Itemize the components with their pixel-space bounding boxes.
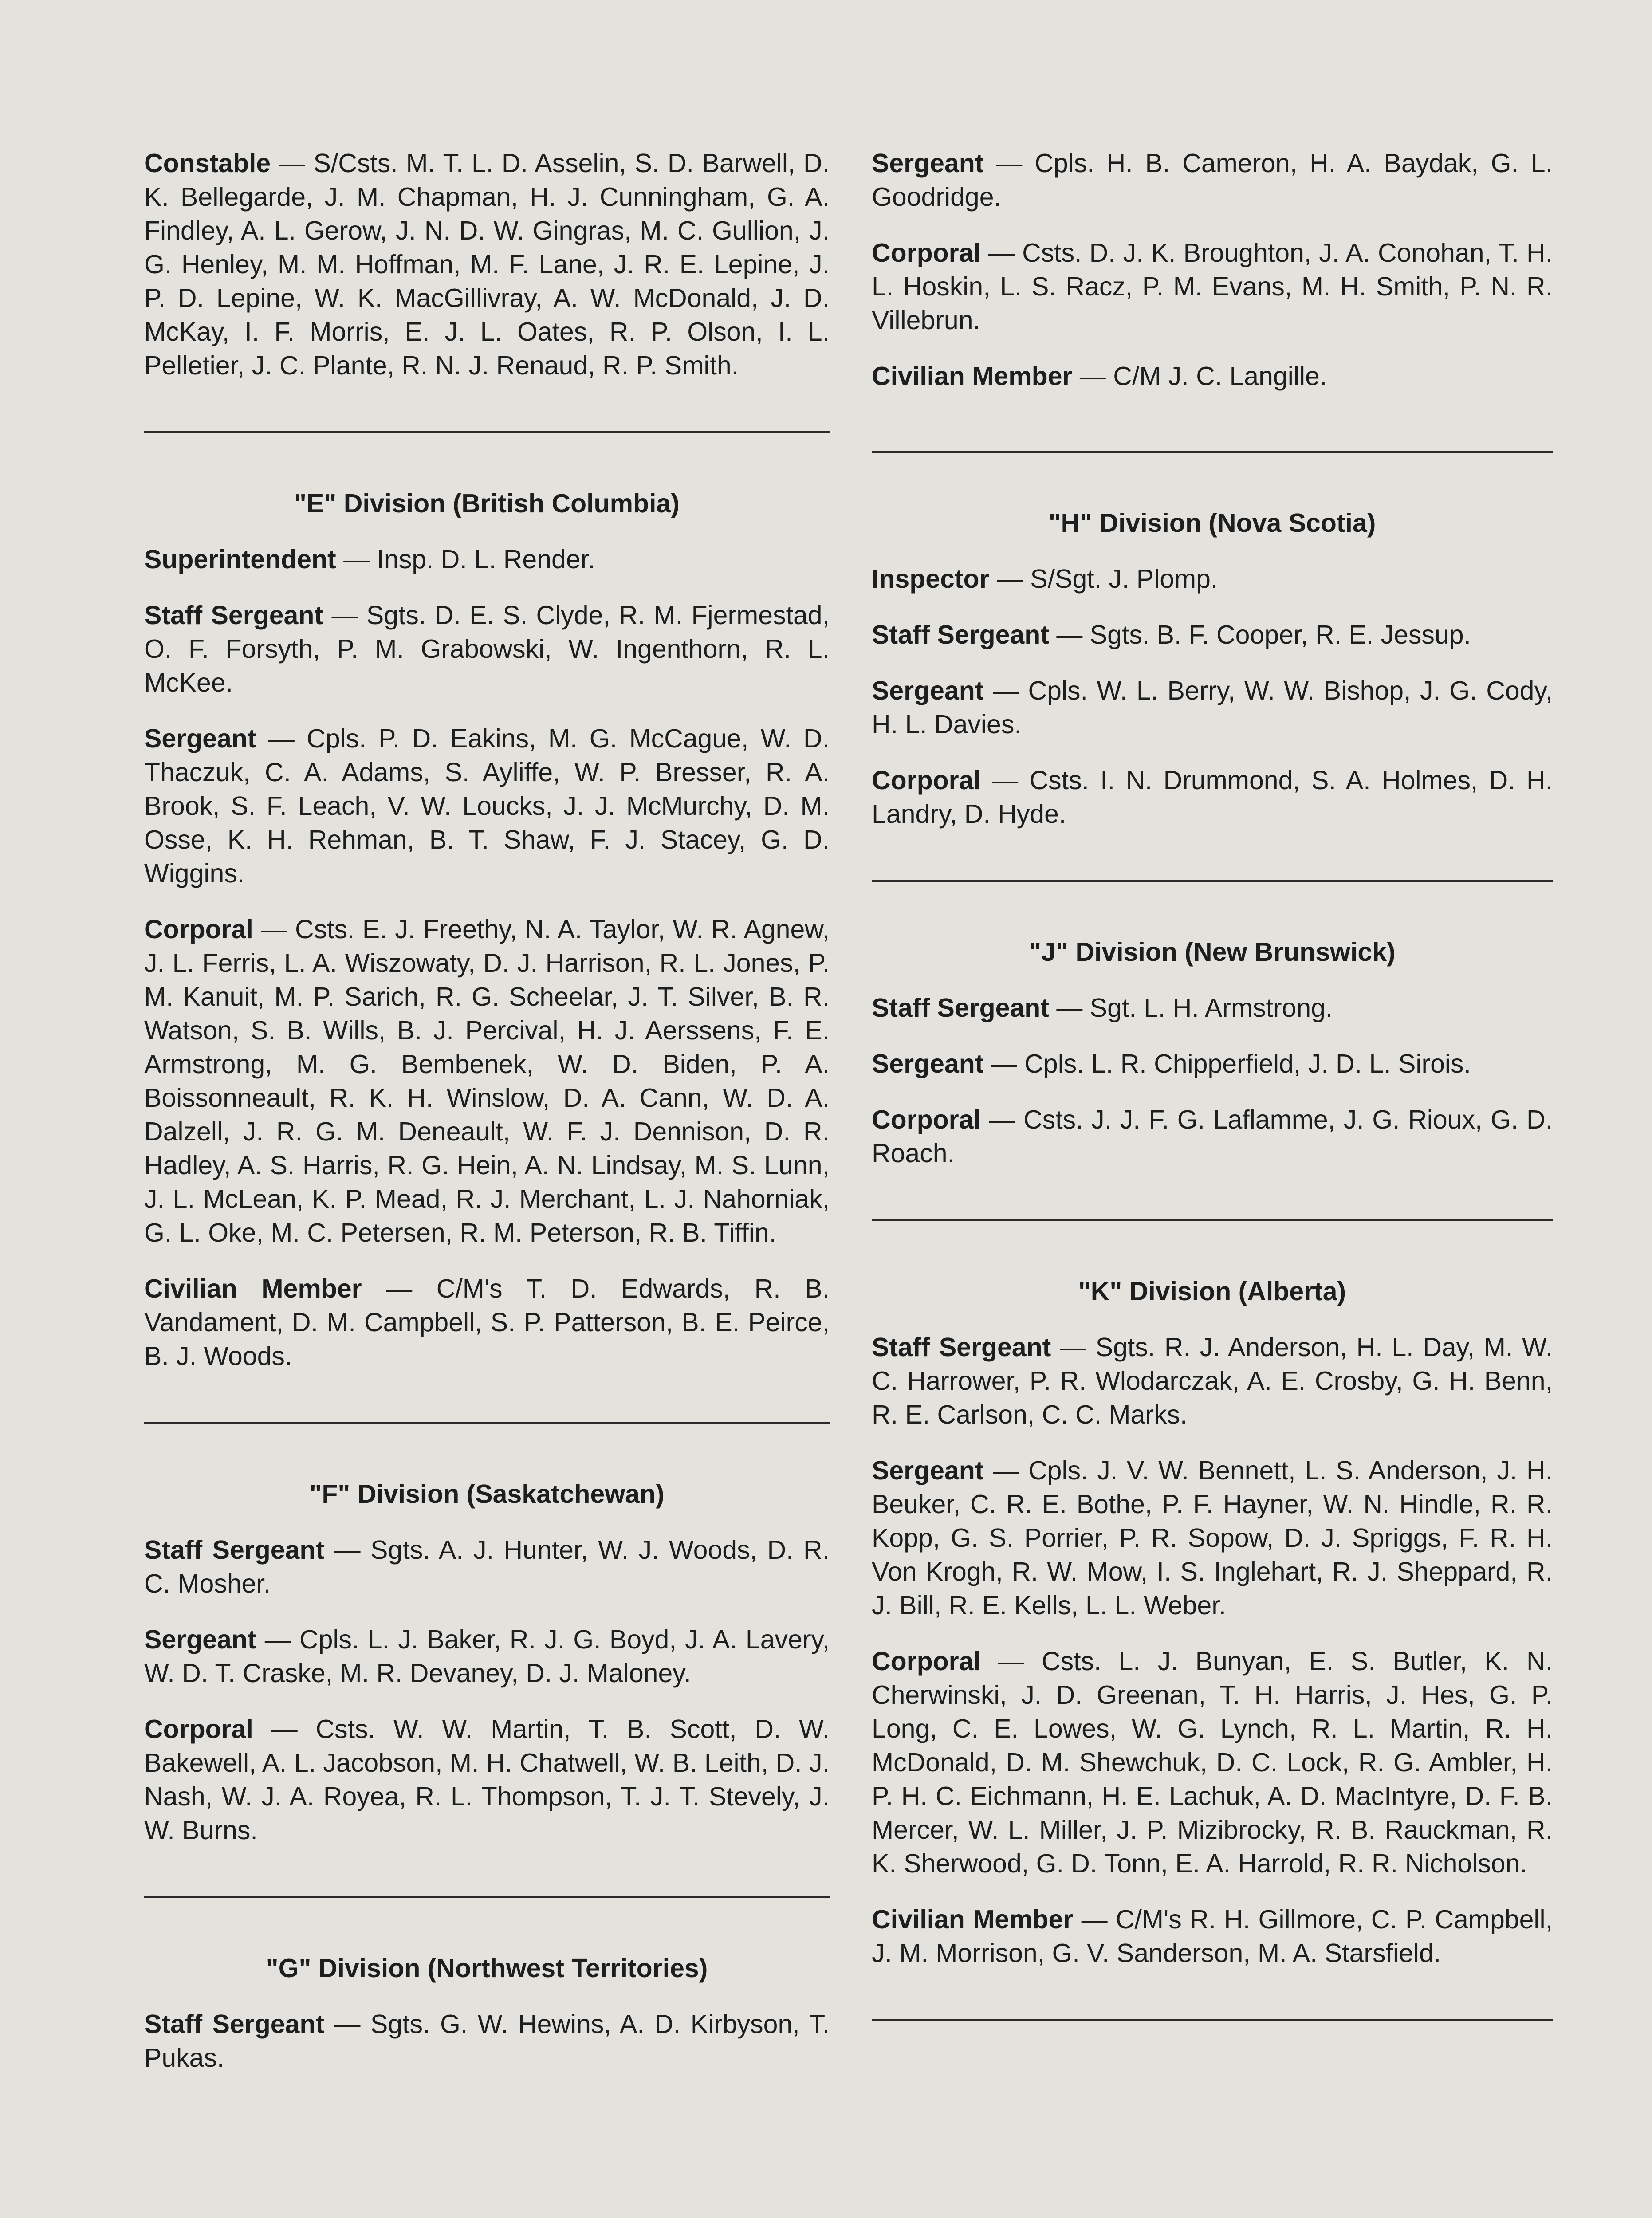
names-list: C/M's T. D. Edwards, R. B. Vandament, D. M. Campbell, S. P. Patterson, B. E. Peirce, B. J. Woods. [144,1274,830,1371]
entry-f-staff-sergeant [144,1533,830,1601]
right-column [872,146,1553,2074]
entry-k-staff-sergeant [872,1330,1553,1431]
dash-separator: — [362,1274,437,1303]
section-divider [144,1896,830,1898]
names-list: Csts. D. J. K. Broughton, J. A. Conohan, T. H. L. Hoskin, L. S. Racz, P. M. Evans, M. H. Smith, P. N. R. Villebrun. [872,238,1553,335]
entry-g-sergeant [872,146,1553,214]
entry-e-corporal [144,912,830,1250]
dash-separator: — [980,766,1030,795]
entry-h-staff-sergeant [872,618,1553,652]
dash-separator: — [256,724,307,753]
names-list: Csts. L. J. Bunyan, E. S. Butler, K. N. Cherwinski, J. D. Greenan, T. H. Harris, J. Hes, G. P. Long, C. E. Lowes, W. G. Lynch, R. L. Martin, R. H. McDonald, D. M. Shewchuk, D. C. Lock, R. G. Ambler, H. P. H. C. Eichmann, H. E. Lachuk, A. D. MacIntyre, D. F. B. Mercer, W. L. Miller, J. P. Mizibrocky, R. B. Rauckman, R. K. Sherwood, G. D. Tonn, E. A. Harrold, R. R. Nicholson. [872,1647,1553,1878]
rank-label: Staff Sergeant [872,993,1049,1022]
dash-separator: — [983,676,1028,705]
rank-label: Corporal [872,1647,981,1676]
names-list: Cpls. L. R. Chipperfield, J. D. L. Sirois. [1024,1049,1471,1078]
division-heading-g: "G" Division (Northwest Territories) [266,1954,708,1983]
rank-label: Civilian Member [144,1274,362,1303]
entry-h-corporal [872,763,1553,831]
names-list: Sgts. B. F. Cooper, R. E. Jessup. [1090,620,1471,649]
dash-separator: — [983,149,1035,178]
rank-label: Inspector [872,564,990,594]
entry-h-sergeant [872,674,1553,741]
division-heading-h: "H" Division (Nova Scotia) [1048,508,1376,538]
rank-label: Corporal [872,1105,981,1134]
names-list: Csts. W. W. Martin, T. B. Scott, D. W. Bakewell, A. L. Jacobson, M. H. Chatwell, W. B. Leith, D. J. Nash, W. J. A. Royea, R. L. Thompson, T. J. T. Stevely, J. W. Burns. [144,1715,830,1845]
division-heading-k: "K" Division (Alberta) [1078,1277,1346,1306]
rank-label: Sergeant [872,149,984,178]
names-list: Sgts. R. J. Anderson, H. L. Day, M. W. C. Harrower, P. R. Wlodarczak, A. E. Crosby, G. H. Benn, R. E. Carlson, C. C. Marks. [872,1333,1553,1429]
left-column [144,146,830,2097]
dash-separator: — [1072,362,1113,391]
entry-k-sergeant [872,1454,1553,1622]
dash-separator: — [1049,620,1090,649]
dash-separator: — [983,1456,1029,1485]
rank-label: Constable [144,149,271,178]
section-divider [144,431,830,433]
names-list: Insp. D. L. Render. [377,545,595,574]
dash-separator: — [336,545,377,574]
rank-label: Sergeant [872,1456,984,1485]
rank-label: Staff Sergeant [144,1535,325,1565]
section-divider [872,2019,1553,2021]
entry-e-staff-sergeant [144,598,830,700]
names-list: Cpls. H. B. Cameron, H. A. Baydak, G. L. Goodridge. [872,149,1553,212]
dash-separator: — [253,915,295,944]
rank-label: Sergeant [144,724,256,753]
dash-separator: — [980,1105,1024,1134]
names-list: Csts. E. J. Freethy, N. A. Taylor, W. R. Agnew, J. L. Ferris, L. A. Wiszowaty, D. J. Harrison, R. L. Jones, P. M. Kanuit, M. P. Sarich, R. G. Scheelar, J. T. Silver, B. R. Watson, S. B. Wills, B. J. Percival, H. J. Aerssens, F. E. Armstrong, M. G. Bembenek, W. D. Biden, P. A. Boissonneault, R. K. H. Winslow, D. A. Cann, W. D. A. Dalzell, J. R. G. M. Deneault, W. F. J. Dennison, D. R. Hadley, A. S. Harris, R. G. Hein, A. N. Lindsay, M. S. Lunn, J. L. McLean, K. P. Mead, R. J. Merchant, L. J. Nahorniak, G. L. Oke, M. C. Petersen, R. M. Peterson, R. B. Tiffin. [144,915,830,1247]
section-divider [872,451,1553,453]
entry-e-sergeant [144,722,830,890]
rank-label: Staff Sergeant [872,1333,1051,1362]
entry-j-sergeant [872,1047,1553,1081]
rank-label: Civilian Member [872,362,1073,391]
names-list: Cpls. W. L. Berry, W. W. Bishop, J. G. Cody, H. L. Davies. [872,676,1553,739]
rank-label: Corporal [144,1715,253,1744]
dash-separator: — [253,1715,316,1744]
entry-f-sergeant [144,1623,830,1690]
section-divider [872,880,1553,882]
names-list: Cpls. J. V. W. Bennett, L. S. Anderson, J. H. Beuker, C. R. E. Bothe, P. F. Hayner, W. N. Hindle, R. R. Kopp, G. S. Porrier, P. R. Sopow, D. J. Spriggs, F. R. H. Von Krogh, R. W. Mow, I. S. Inglehart, R. J. Sheppard, R. J. Bill, R. E. Kells, L. L. Weber. [872,1456,1553,1620]
section-divider [144,1422,830,1424]
dash-separator: — [980,1647,1042,1676]
dash-separator: — [1049,993,1090,1022]
rank-label: Sergeant [144,1625,256,1654]
entry-j-staff-sergeant [872,991,1553,1025]
dash-separator: — [1051,1333,1096,1362]
names-list: Csts. I. N. Drummond, S. A. Holmes, D. H. Landry, D. Hyde. [872,766,1553,829]
rank-label: Superintendent [144,545,336,574]
rank-label: Corporal [872,238,981,267]
entry-k-corporal [872,1644,1553,1880]
division-heading-f: "F" Division (Saskatchewan) [309,1479,665,1509]
entry-g-staff-sergeant [144,2007,830,2075]
names-list: Sgts. D. E. S. Clyde, R. M. Fjermestad, O. F. Forsyth, P. M. Grabowski, W. Ingenthorn, R. L. McKee. [144,601,830,697]
rank-label: Staff Sergeant [872,620,1049,649]
names-list: C/M's R. H. Gillmore, C. P. Campbell, J. M. Morrison, G. V. Sanderson, M. A. Starsfield. [872,1905,1553,1968]
rank-label: Staff Sergeant [144,2010,325,2039]
dash-separator: — [983,1049,1025,1078]
names-list: S/Sgt. J. Plomp. [1030,564,1218,594]
rank-label: Civilian Member [872,1905,1074,1934]
names-list: Cpls. L. J. Baker, R. J. G. Boyd, J. A. Lavery, W. D. T. Craske, M. R. Devaney, D. J. Maloney. [144,1625,830,1688]
entry-g-corporal [872,236,1553,337]
constable-entry [144,146,830,382]
dash-separator: — [1073,1905,1116,1934]
names-list: Sgts. G. W. Hewins, A. D. Kirbyson, T. Pukas. [144,2010,830,2072]
rank-label: Sergeant [872,1049,984,1078]
section-divider [872,1219,1553,1221]
names-list: Cpls. P. D. Eakins, M. G. McCague, W. D. Thaczuk, C. A. Adams, S. Ayliffe, W. P. Bresser, R. A. Brook, S. F. Leach, V. W. Loucks, J. J. McMurchy, D. M. Osse, K. H. Rehman, B. T. Shaw, F. J. Stacey, G. D. Wiggins. [144,724,830,888]
dash-separator: — [324,2010,371,2039]
names-list: Sgts. A. J. Hunter, W. J. Woods, D. R. C. Mosher. [144,1535,830,1598]
entry-e-civilian-member [144,1272,830,1373]
dash-separator: — [271,149,314,178]
division-heading-j: "J" Division (New Brunswick) [1029,937,1396,967]
dash-separator: — [256,1625,300,1654]
entry-e-superintendent [144,543,830,576]
dash-separator: — [989,564,1031,594]
rank-label: Sergeant [872,676,984,705]
dash-separator: — [323,601,366,630]
entry-j-corporal [872,1103,1553,1170]
dash-separator: — [980,238,1023,267]
entry-f-corporal [144,1712,830,1847]
names-list: Csts. J. J. F. G. Laflamme, J. G. Rioux, G. D. Roach. [872,1105,1553,1168]
names-list: S/Csts. M. T. L. D. Asselin, S. D. Barwell, D. K. Bellegarde, J. M. Chapman, H. J. Cunningham, G. A. Findley, A. L. Gerow, J. N. D. W. Gingras, M. C. Gullion, J. G. Henley, M. M. Hoffman, M. F. Lane, J. R. E. Lepine, J. P. D. Lepine, W. K. MacGillivray, A. W. McDonald, J. D. McKay, I. F. Morris, E. J. L. Oates, R. P. Olson, I. L. Pelletier, J. C. Plante, R. N. J. Renaud, R. P. Smith. [144,149,830,380]
entry-k-civilian-member [872,1903,1553,1970]
names-list: Sgt. L. H. Armstrong. [1090,993,1333,1022]
rank-label: Corporal [872,766,981,795]
division-heading-e: "E" Division (British Columbia) [294,489,680,518]
entry-g-civilian-member [872,359,1553,393]
dash-separator: — [324,1535,371,1565]
rank-label: Corporal [144,915,253,944]
rank-label: Staff Sergeant [144,601,323,630]
entry-h-inspector [872,562,1553,596]
names-list: C/M J. C. Langille. [1113,362,1327,391]
